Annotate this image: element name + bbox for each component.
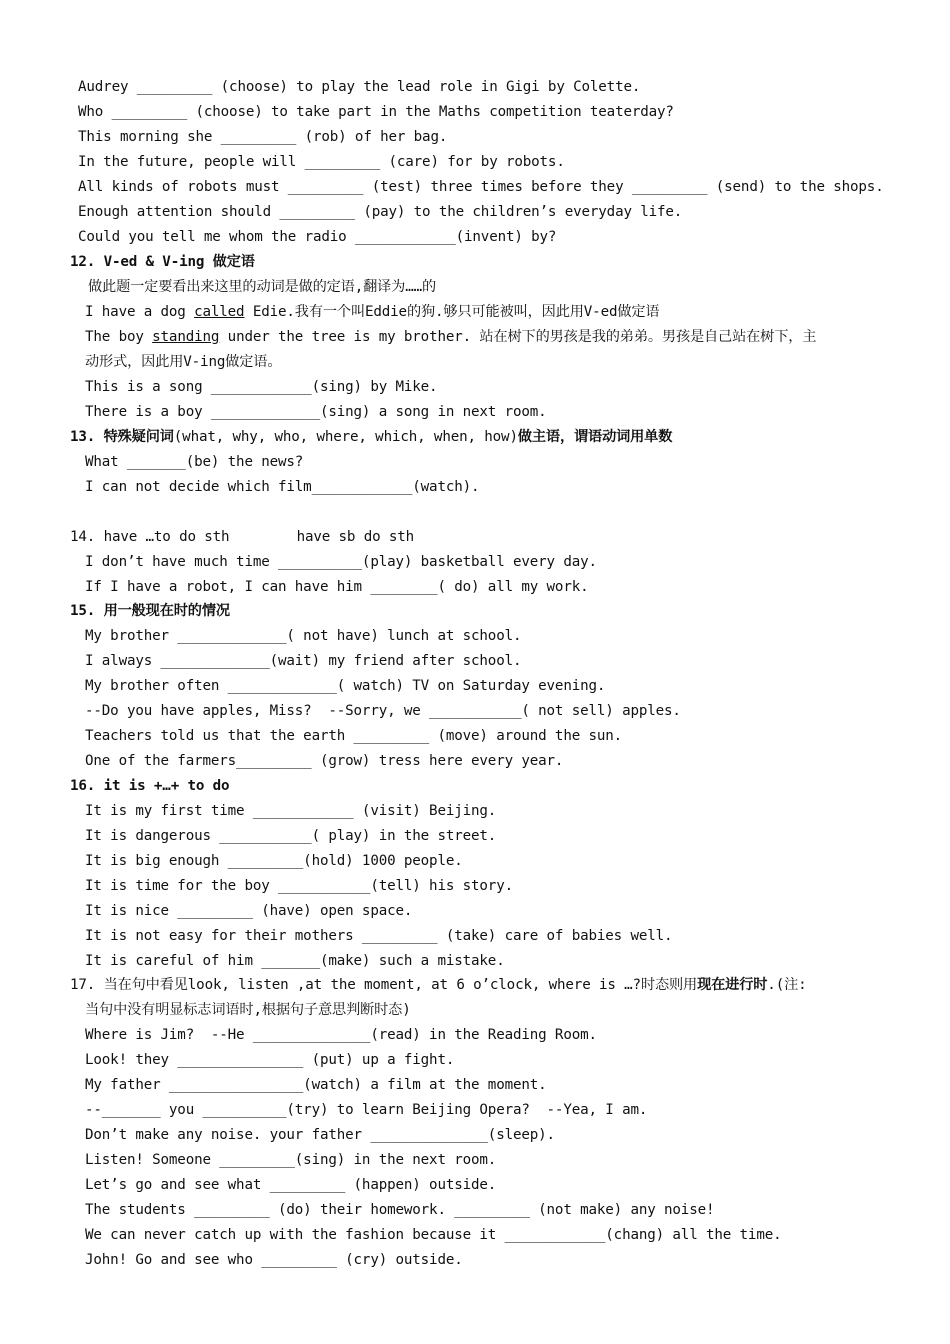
exercise-line: This is a song ____________(sing) by Mike. [85,379,438,395]
exercise-line: Look! they _______________ (put) up a fight. [85,1052,455,1068]
exercise-line: The students _________ (do) their homework. _________ (not make) any noise! [85,1202,715,1218]
exercise-line: Listen! Someone _________(sing) in the next room. [85,1152,497,1168]
section-17-title: 17. 当在句中看见look, listen ,at the moment, at 6 o’clock, where is …?时态则用现在进行时.(注: [70,977,807,993]
exercise-line: Teachers told us that the earth _________ (move) around the sun. [85,728,623,744]
exercise-line: It is big enough _________(hold) 1000 people. [85,853,463,869]
exercise-line: My father ________________(watch) a film at the moment. [85,1077,547,1093]
exercise-line: Don’t make any noise. your father ______________(sleep). [85,1127,555,1143]
exercise-line: It is not easy for their mothers _________ (take) care of babies well. [85,928,673,944]
exercise-line: Could you tell me whom the radio ____________(invent) by? [78,229,557,245]
exercise-line: All kinds of robots must _________ (test) three times before they _________ (send) to the shops. [78,179,884,195]
exercise-line: I can not decide which film____________(watch). [85,479,480,495]
exercise-line: It is dangerous ___________( play) in the street. [85,828,497,844]
exercise-line: Where is Jim? --He ______________(read) in the Reading Room. [85,1027,597,1043]
exercise-line: --_______ you __________(try) to learn Beijing Opera? --Yea, I am. [85,1102,648,1118]
exercise-line: In the future, people will _________ (care) for by robots. [78,154,565,170]
section-13-title: 13. 特殊疑问词(what, why, who, where, which, when, how)做主语，谓语动词用单数 [70,429,673,445]
section-12-example-1: I have a dog called Edie.我有一个叫Eddie的狗.够只可能被叫，因此用V-ed做定语 [85,304,660,320]
section-12-note: 做此题一定要看出来这里的动词是做的定语,翻译为……的 [88,279,437,295]
exercise-line: Enough attention should _________ (pay) to the children’s everyday life. [78,204,683,220]
exercise-line: It is time for the boy ___________(tell) his story. [85,878,513,894]
exercise-line: If I have a robot, I can have him ________( do) all my work. [85,579,589,595]
exercise-line: My brother _____________( not have) lunch at school. [85,628,522,644]
section-14-title: 14. have …to do sth have sb do sth [70,529,415,545]
exercise-line: One of the farmers_________ (grow) tress here every year. [85,753,564,769]
exercise-line: Who _________ (choose) to take part in the Maths competition teaterday? [78,104,674,120]
exercise-line: --Do you have apples, Miss? --Sorry, we ___________( not sell) apples. [85,703,681,719]
exercise-line: There is a boy _____________(sing) a song in next room. [85,404,547,420]
exercise-line: It is my first time ____________ (visit) Beijing. [85,803,497,819]
exercise-line: John! Go and see who _________ (cry) outside. [85,1252,463,1268]
exercise-line: This morning she _________ (rob) of her bag. [78,129,448,145]
exercise-line: It is nice _________ (have) open space. [85,903,413,919]
exercise-line: Audrey _________ (choose) to play the lead role in Gigi by Colette. [78,79,641,95]
exercise-line: Let’s go and see what _________ (happen) outside. [85,1177,497,1193]
section-15-title: 15. 用一般现在时的情况 [70,603,230,619]
exercise-line: My brother often _____________( watch) TV on Saturday evening. [85,678,606,694]
section-12-example-2: The boy standing under the tree is my brother. 站在树下的男孩是我的弟弟。男孩是自己站在树下，主 [85,329,817,345]
section-12-title: 12. V-ed & V-ing 做定语 [70,254,255,270]
exercise-line: I always _____________(wait) my friend after school. [85,653,522,669]
section-16-title: 16. it is +…+ to do [70,778,230,794]
exercise-line: We can never catch up with the fashion because it ____________(chang) all the time. [85,1227,782,1243]
section-17-title-cont: 当句中没有明显标志词语时,根据句子意思判断时态) [85,1002,411,1018]
exercise-line: I don’t have much time __________(play) basketball every day. [85,554,597,570]
exercise-line: What _______(be) the news? [85,454,304,470]
section-12-example-2-cont: 动形式，因此用V-ing做定语。 [85,354,282,370]
exercise-line: It is careful of him _______(make) such a mistake. [85,953,505,969]
